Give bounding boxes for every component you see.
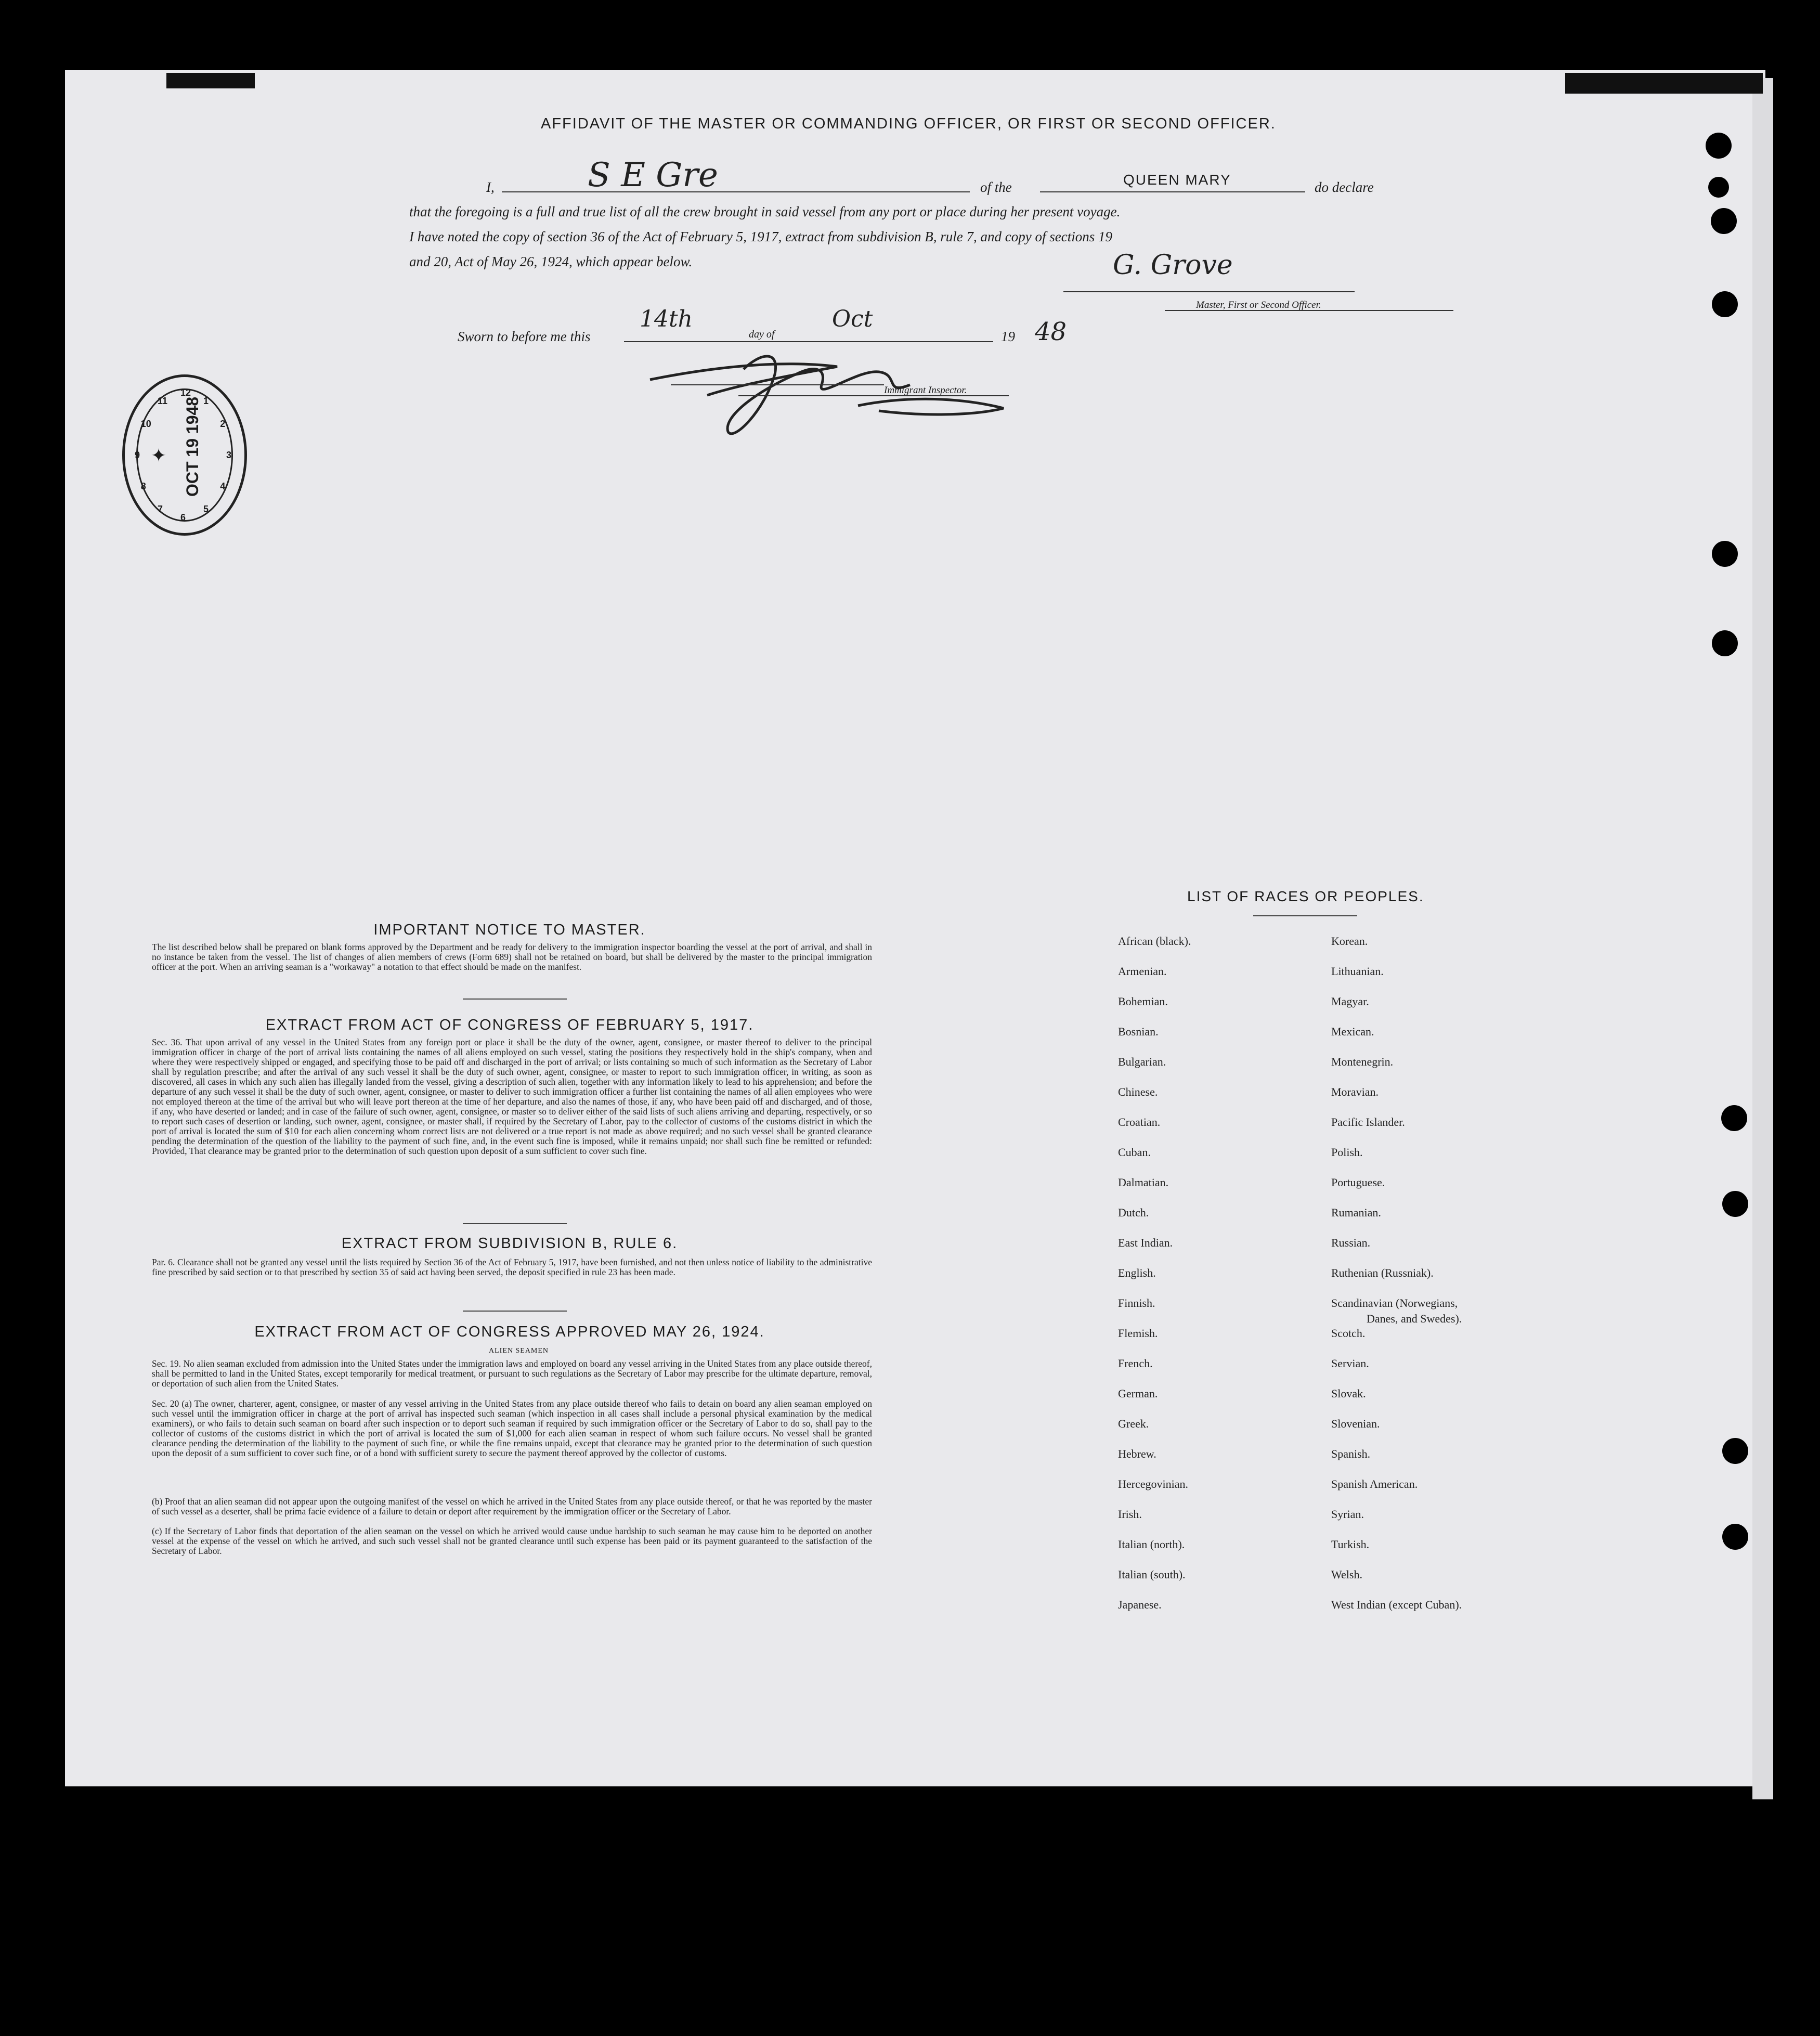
race-item: Welsh. bbox=[1331, 1568, 1362, 1581]
extract-1924-heading: EXTRACT FROM ACT OF CONGRESS APPROVED MAY 26, 1924. bbox=[254, 1324, 765, 1340]
race-item: Hebrew. bbox=[1118, 1447, 1156, 1460]
race-item: Turkish. bbox=[1331, 1538, 1370, 1551]
race-item: Cuban. bbox=[1118, 1146, 1151, 1159]
extract-1917-text: Sec. 36. That upon arrival of any vessel in the United States from any foreign port or place it shall be the duty of the owner, agent, consignee, or master thereof to deliver to the principal immigration officer in charge of the port of arrival lists containing the names of all aliens employed on such vessel, stating the positions they respectively hold in the ship's company, when and where they were respectively shipped or engaged, and specifying those to be paid off and discharged in the port of arrival; or lists containing so much of such information as the Secretary of Labor shall by regulation prescribe; and after the arrival of any such vessel it shall be the duty of such owner, agent, consignee, or master to report to such immigration officer, in writing, as soon as discovered, all cases in which any such alien has illegally landed from the vessel, giving a description of such alien, together with any information likely to lead to his apprehension; and before the departure of any such vessel it shall be the duty of such owner, agent, consignee, or master to deliver to such immigration officer a further list containing the names of all alien employees who were not employed thereon at the time of the arrival but who will leave port thereon at the time of her departure, and also the names of those, if any, who have been paid off and discharged, and of those, if any, who have deserted or landed; and in case of the failure of such owner, agent, consignee, or master so to deliver either of the said lists of such aliens arriving and departing, respectively, or so to report such cases of desertion or landing, such owner, agent, consignee, or master shall, if required by the Secretary of Labor, pay to the collector of customs of the customs district in which the port of arrival is located the sum of $10 for each alien concerning whom correct lists are not delivered or a true report is not made as above required; and no such vessel shall be granted clearance pending the determination of the question of the liability to the payment of such fine, and, in the event such fine is imposed, while it remains unpaid; nor shall such fine be remitted or refunded: Provided, That clearance may be granted prior to the determination of such question upon deposit of a sum sufficient to cover such fine. bbox=[152, 1037, 872, 1156]
race-item: Chinese. bbox=[1118, 1085, 1158, 1098]
sworn-month: Oct bbox=[832, 306, 873, 332]
race-item: Spanish American. bbox=[1331, 1477, 1418, 1490]
affidavit-title: AFFIDAVIT OF THE MASTER OR COMMANDING OFFICER, OR FIRST OR SECOND OFFICER. bbox=[541, 115, 1276, 132]
race-item: Slovenian. bbox=[1331, 1417, 1380, 1430]
punch-hole bbox=[1722, 1438, 1748, 1464]
sworn-year-prefix: 19 bbox=[1001, 329, 1015, 344]
race-item: Servian. bbox=[1331, 1357, 1369, 1370]
race-item: Dalmatian. bbox=[1118, 1176, 1169, 1189]
notice-text: The list described below shall be prepared on blank forms approved by the Department and be ready for delivery to the immigration inspector boarding the vessel at the port of arrival, and shall in no instance be taken from the vessel. The list of changes of alien members of crews (Form 689) shall not be retained on board, but shall be delivered by the master to the principal immigration officer at the port. When an arriving seaman is a "workaway" a notation to that effect should be made on the manifest. bbox=[152, 942, 872, 972]
race-item: Korean. bbox=[1331, 935, 1368, 948]
races-heading: LIST OF RACES OR PEOPLES. bbox=[1187, 888, 1424, 904]
sworn-day-of: day of bbox=[749, 329, 775, 340]
extract-1917-heading: EXTRACT FROM ACT OF CONGRESS OF FEBRUARY 5, 1917. bbox=[265, 1017, 754, 1033]
tape-mark bbox=[166, 73, 255, 88]
race-item: Danes, and Swedes). bbox=[1367, 1312, 1462, 1325]
sworn-day: 14th bbox=[640, 306, 693, 332]
vessel-name: QUEEN MARY bbox=[1123, 172, 1231, 188]
divider bbox=[463, 1223, 567, 1224]
rule6-text: Par. 6. Clearance shall not be granted any vessel until the lists required by Section 36 of the Act of February 5, 1917, have been furnished, and not then unless notice of liability to the administrative fine prescribed by said section or to that prescribed by section 35 of said act having been served, the deposit specified in rule 23 has been made. bbox=[152, 1257, 872, 1277]
sworn-prefix: Sworn to before me this bbox=[458, 329, 591, 344]
race-item: Spanish. bbox=[1331, 1447, 1371, 1460]
notice-heading: IMPORTANT NOTICE TO MASTER. bbox=[373, 922, 646, 938]
stamp-number: 12 bbox=[180, 387, 191, 398]
stamp-number: 6 bbox=[180, 512, 186, 523]
race-item: Russian. bbox=[1331, 1236, 1371, 1249]
punch-hole bbox=[1711, 208, 1737, 234]
declaration-line-4: and 20, Act of May 26, 1924, which appear below. bbox=[409, 254, 693, 269]
race-item: Lithuanian. bbox=[1331, 965, 1384, 978]
inspector-signature bbox=[640, 338, 1035, 447]
race-item: Scandinavian (Norwegians, bbox=[1331, 1296, 1458, 1309]
extract-1924-sec20c: (c) If the Secretary of Labor finds that deportation of the alien seaman on the vessel on which he arrived would cause undue hardship to such seaman he may cause him to be deported on another vessel at the expense of the vessel on which he arrived, and such such vessel shall not be granted clearance until such expense has been paid or its payment guaranteed to the satisfaction of the Secretary of Labor. bbox=[152, 1526, 872, 1556]
handwritten-name: S E Gre bbox=[588, 156, 718, 194]
master-sig-line bbox=[1063, 291, 1355, 292]
page-edge bbox=[1752, 78, 1773, 1799]
punch-hole bbox=[1712, 541, 1738, 567]
race-item: Dutch. bbox=[1118, 1206, 1149, 1219]
date-stamp bbox=[122, 374, 247, 536]
race-item: Slovak. bbox=[1331, 1387, 1366, 1400]
vessel-fill-line bbox=[1040, 191, 1305, 192]
stamp-number: 2 bbox=[220, 419, 226, 429]
race-item: Japanese. bbox=[1118, 1598, 1162, 1611]
race-item: Greek. bbox=[1118, 1417, 1149, 1430]
race-item: Croatian. bbox=[1118, 1116, 1161, 1129]
race-item: Bohemian. bbox=[1118, 995, 1168, 1008]
race-item: Italian (north). bbox=[1118, 1538, 1185, 1551]
eagle-icon: ✦ bbox=[151, 445, 167, 466]
race-item: Syrian. bbox=[1331, 1508, 1364, 1521]
race-item: Mexican. bbox=[1331, 1025, 1374, 1038]
race-item: Finnish. bbox=[1118, 1296, 1155, 1309]
stamp-date: OCT 19 1948 bbox=[183, 396, 202, 497]
inspector-caption: Immigrant Inspector. bbox=[884, 385, 967, 396]
stamp-number: 1 bbox=[203, 396, 209, 407]
punch-hole bbox=[1722, 1191, 1748, 1217]
race-item: West Indian (except Cuban). bbox=[1331, 1598, 1462, 1611]
of-the-label: of the bbox=[980, 179, 1012, 195]
race-item: Scotch. bbox=[1331, 1327, 1366, 1340]
race-item: Portuguese. bbox=[1331, 1176, 1385, 1189]
stamp-number: 8 bbox=[140, 481, 146, 491]
race-item: Rumanian. bbox=[1331, 1206, 1381, 1219]
declaration-line-3: I have noted the copy of section 36 of the Act of February 5, 1917, extract from subdivision B, rule 7, and copy of sections 19 bbox=[409, 229, 1112, 244]
race-item: Irish. bbox=[1118, 1508, 1142, 1521]
race-item: Ruthenian (Russniak). bbox=[1331, 1266, 1434, 1279]
race-item: Pacific Islander. bbox=[1331, 1116, 1405, 1129]
stamp-number: 5 bbox=[203, 503, 209, 514]
race-item: African (black). bbox=[1118, 935, 1191, 948]
do-declare-label: do declare bbox=[1315, 179, 1374, 195]
divider bbox=[463, 1311, 567, 1312]
race-item: Armenian. bbox=[1118, 965, 1167, 978]
race-item: French. bbox=[1118, 1357, 1153, 1370]
race-item: Moravian. bbox=[1331, 1085, 1379, 1098]
stamp-number: 4 bbox=[220, 481, 226, 491]
extract-1924-sec20a: Sec. 20 (a) The owner, charterer, agent, consignee, or master of any vessel arriving in the United States from any place outside thereof who fails to detain on board any alien seaman employed on such vessel until the immigration officer in charge at the port of arrival has inspected such seaman (which inspection in all cases shall include a personal physical examination by the medical examiners), or who fails to detain such seaman on board after such inspection or to deport such seaman if required by such immigration officer or the Secretary of Labor to do so, shall pay to the collector of customs of the customs district in which the port of arrival is located the sum of $1,000 for each alien seaman in respect of whom such failure occurs. No vessel shall be granted clearance pending the determination of the liability to the payment of such fine, or while the fine remains unpaid, except that clearance may be granted prior to the determination of such question upon the deposit of a sum sufficient to cover such fine, or of a bond with sufficient surety to secure the payment thereof approved by the collector of customs. bbox=[152, 1398, 872, 1458]
declaration-line-2: that the foregoing is a full and true list of all the crew brought in said vessel from any port or place during her present voyage. bbox=[409, 204, 1121, 219]
divider bbox=[1253, 915, 1357, 916]
extract-1924-sec20b: (b) Proof that an alien seaman did not appear upon the outgoing manifest of the vessel on which he arrived in the United States from any place outside thereof, or that he was reported by the master of such vessel as a deserter, shall be prima facie evidence of a failure to detain or deport after requirement by the immigration officer or the Secretary of Labor. bbox=[152, 1496, 872, 1516]
rule6-heading: EXTRACT FROM SUBDIVISION B, RULE 6. bbox=[341, 1235, 678, 1252]
master-signature: G. Grove bbox=[1113, 250, 1233, 281]
alien-seamen-subheading: ALIEN SEAMEN bbox=[489, 1347, 549, 1355]
master-caption: Master, First or Second Officer. bbox=[1196, 300, 1321, 310]
name-fill-line bbox=[502, 191, 970, 192]
race-item: Flemish. bbox=[1118, 1327, 1158, 1340]
divider bbox=[463, 998, 567, 1000]
punch-hole bbox=[1708, 177, 1729, 198]
race-item: Montenegrin. bbox=[1331, 1055, 1394, 1068]
race-item: Italian (south). bbox=[1118, 1568, 1186, 1581]
declarant-prefix: I, bbox=[486, 179, 495, 195]
extract-1924-sec19: Sec. 19. No alien seaman excluded from admission into the United States under the immigration laws and employed on board any vessel arriving in the United States from any place outside thereof, shall be permitted to land in the United States, except temporarily for medical treatment, or pursuant to such regulations as the Secretary of Labor may prescribe for the ultimate departure, removal, or deportation of such alien from the United States. bbox=[152, 1358, 872, 1389]
stamp-number: 7 bbox=[158, 503, 163, 514]
stamp-number: 9 bbox=[135, 450, 140, 460]
punch-hole bbox=[1712, 630, 1738, 656]
punch-hole bbox=[1712, 291, 1738, 317]
race-item: Magyar. bbox=[1331, 995, 1369, 1008]
race-item: Hercegovinian. bbox=[1118, 1477, 1188, 1490]
punch-hole bbox=[1706, 133, 1732, 159]
race-item: Bosnian. bbox=[1118, 1025, 1159, 1038]
inspector-sig-line bbox=[738, 395, 1009, 396]
stamp-number: 11 bbox=[158, 396, 168, 407]
punch-hole bbox=[1721, 1105, 1747, 1131]
race-item: East Indian. bbox=[1118, 1236, 1173, 1249]
stamp-number: 3 bbox=[226, 450, 232, 460]
punch-hole bbox=[1722, 1524, 1748, 1550]
race-item: English. bbox=[1118, 1266, 1156, 1279]
race-item: German. bbox=[1118, 1387, 1158, 1400]
stamp-number: 10 bbox=[140, 419, 151, 429]
tape-mark bbox=[1565, 73, 1763, 94]
race-item: Polish. bbox=[1331, 1146, 1363, 1159]
sworn-year: 48 bbox=[1035, 317, 1067, 346]
race-item: Bulgarian. bbox=[1118, 1055, 1166, 1068]
